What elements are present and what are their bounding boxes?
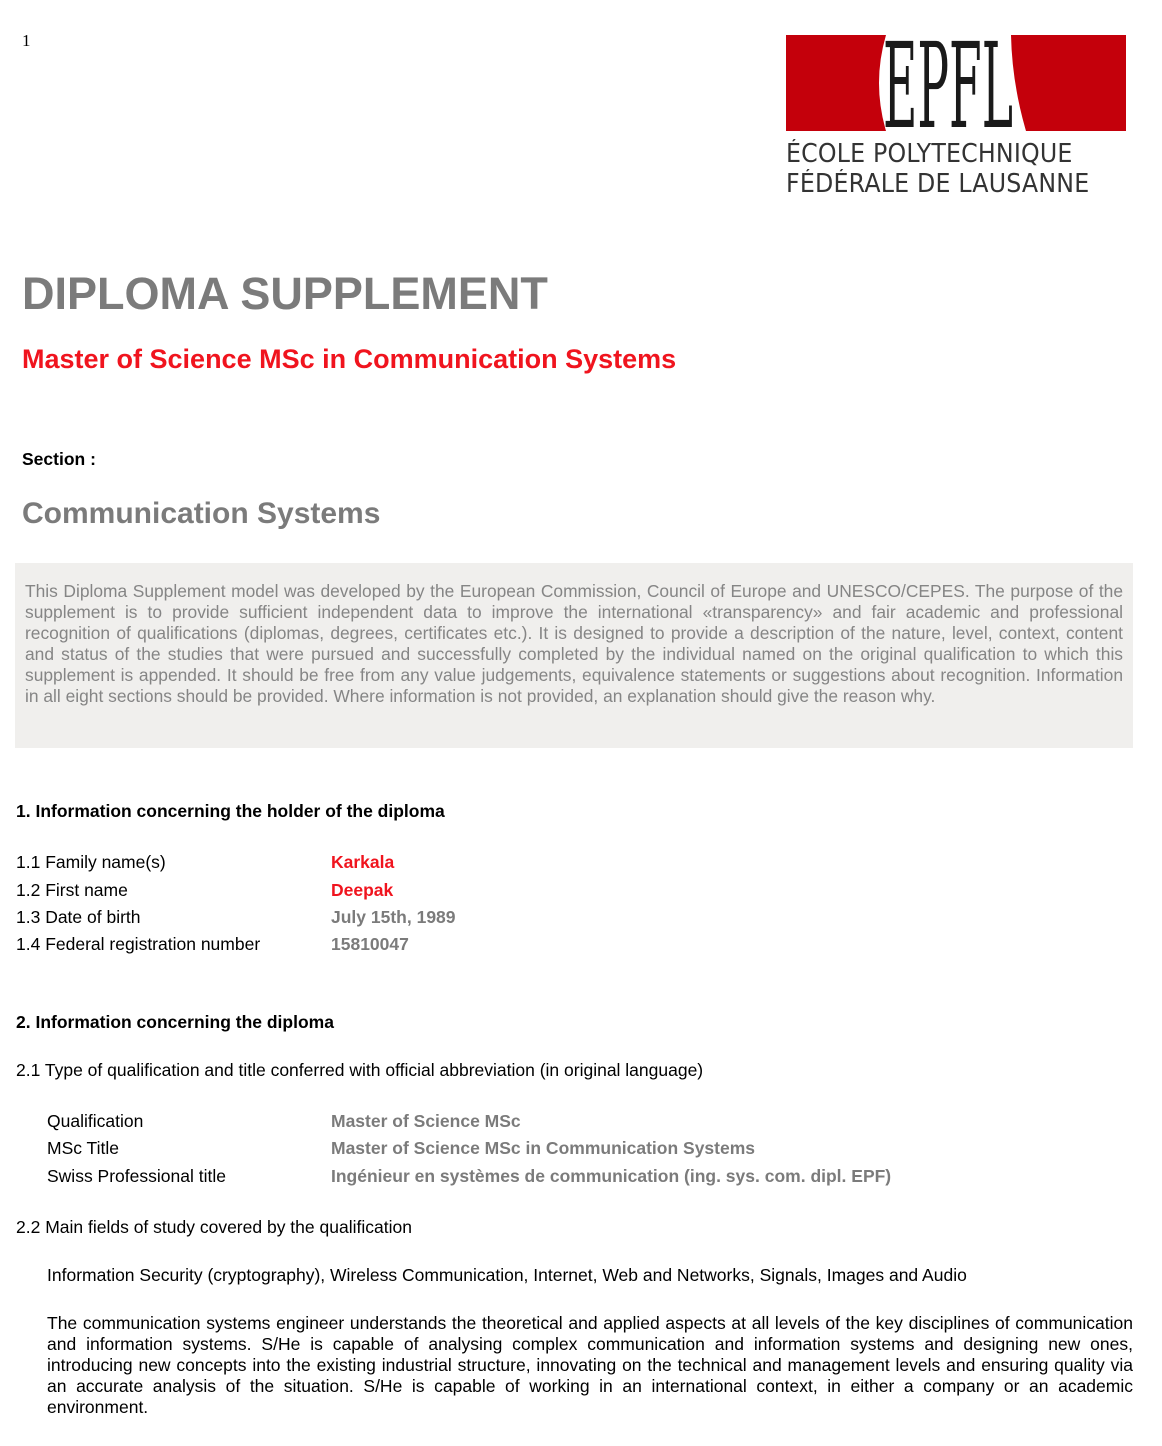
document-title: DIPLOMA SUPPLEMENT bbox=[22, 268, 548, 319]
first-name-value: Deepak bbox=[331, 880, 394, 900]
program-description-text: The communication systems engineer understands the theoretical and applied aspects at all levels of the key disciplines of communication and information systems. S/He is capable of analysing complex communication and information systems and designing new ones, introducing new concepts into the existing industrial structure, innovating on the technical and management levels and ensuring quality via an accurate analysis of the situation. S/He is capable of working in an international context, in either a company or an academic environment. bbox=[47, 1313, 1133, 1417]
section1-heading: 1. Information concerning the holder of the diploma bbox=[16, 801, 445, 821]
logo-line-1: ÉCOLE POLYTECHNIQUE bbox=[786, 139, 1073, 169]
section2-heading: 2. Information concerning the diploma bbox=[16, 1012, 334, 1032]
holder-row bbox=[16, 907, 456, 928]
qualification-row bbox=[47, 1111, 521, 1132]
row-label: Swiss Professional title bbox=[47, 1166, 226, 1186]
subsection-2-2: 2.2 Main fields of study covered by the qualification bbox=[16, 1217, 412, 1237]
row-value: Ingénieur en systèmes de communication (ing. sys. com. dipl. EPF) bbox=[331, 1166, 892, 1186]
qualification-row bbox=[47, 1166, 892, 1187]
holder-row bbox=[16, 880, 394, 901]
subsection-2-1: 2.1 Type of qualification and title conferred with official abbreviation (in original language) bbox=[16, 1060, 704, 1080]
holder-row bbox=[16, 934, 409, 955]
qualification-row bbox=[47, 1138, 756, 1159]
fields-of-study: Information Security (cryptography), Wireless Communication, Internet, Web and Networks, Signals, Images and Audio bbox=[47, 1265, 967, 1285]
row-value: Master of Science MSc in Communication Systems bbox=[331, 1138, 756, 1158]
row-label: 1.1 Family name(s) bbox=[16, 852, 166, 872]
svg-text:EPFL: EPFL bbox=[883, 35, 1013, 131]
program-description bbox=[47, 1313, 1133, 1418]
row-label: 1.3 Date of birth bbox=[16, 907, 141, 927]
page-number: 1 bbox=[22, 31, 31, 50]
section-label: Section : bbox=[22, 449, 96, 469]
holder-row bbox=[16, 852, 395, 873]
row-label: MSc Title bbox=[47, 1138, 119, 1158]
degree-subtitle: Master of Science MSc in Communication Systems bbox=[22, 344, 677, 374]
registration-value: 15810047 bbox=[331, 934, 409, 954]
dob-value: July 15th, 1989 bbox=[331, 907, 456, 927]
row-value: Master of Science MSc bbox=[331, 1111, 521, 1131]
row-label: Qualification bbox=[47, 1111, 144, 1131]
section-name: Communication Systems bbox=[22, 497, 381, 530]
row-label: 1.4 Federal registration number bbox=[16, 934, 261, 954]
row-label: 1.2 First name bbox=[16, 880, 128, 900]
epfl-logo bbox=[786, 35, 1126, 199]
family-name-value: Karkala bbox=[331, 852, 395, 872]
epfl-logo-mark-icon bbox=[786, 35, 1126, 131]
intro-text: This Diploma Supplement model was developed by the European Commission, Council of Europe and UNESCO/CEPES. The purpose of the supplement is to provide sufficient independent data to improve the international «transparency» and fair academic and professional recognition of qualifications (diplomas, degrees, certificates etc.). It is designed to provide a description of the nature, level, context, content and status of the studies that were pursued and successfully completed by the individual named on the original qualification to which this supplement is appended. It should be free from any value judgements, equivalence statements or suggestions about recognition. Information in all eight sections should be provided. Where information is not provided, an explanation should give the reason why. bbox=[25, 581, 1123, 706]
logo-line-2: FÉDÉRALE DE LAUSANNE bbox=[786, 169, 1090, 199]
intro-box bbox=[15, 563, 1133, 748]
